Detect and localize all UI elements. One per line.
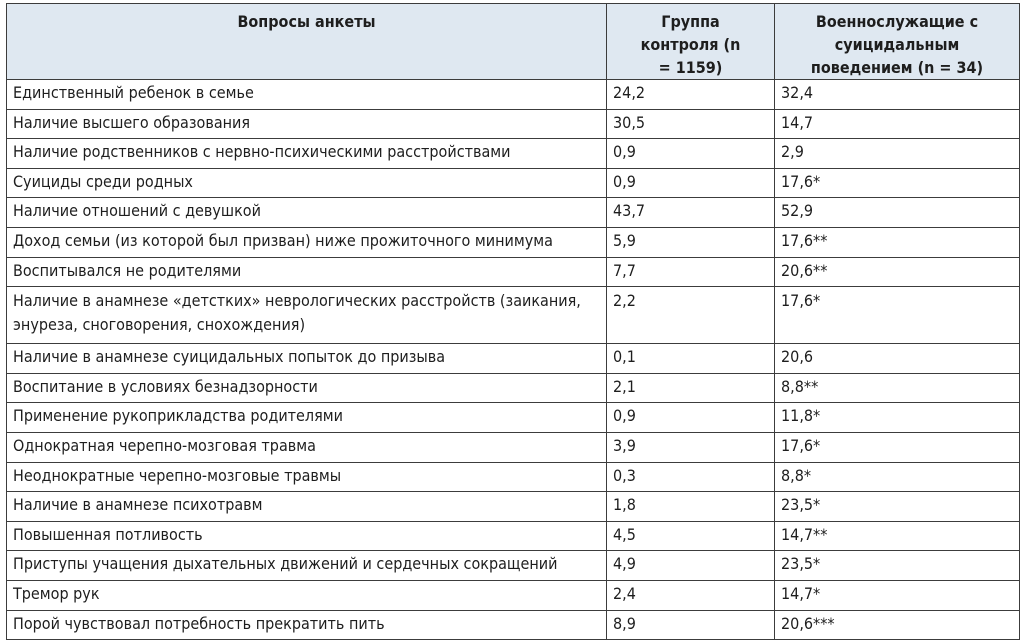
control-value-cell: 0,3 xyxy=(607,462,775,492)
table-row xyxy=(7,462,1020,492)
table-row xyxy=(7,521,1020,551)
question-cell: Наличие отношений с девушкой xyxy=(7,198,607,228)
suicidal-value-cell: 14,7* xyxy=(775,580,1020,610)
question-cell: Наличие в анамнезе психотравм xyxy=(7,492,607,522)
table-row xyxy=(7,109,1020,139)
table-row xyxy=(7,492,1020,522)
question-cell: Тремор рук xyxy=(7,580,607,610)
table-row xyxy=(7,198,1020,228)
question-cell: Доход семьи (из которой был призван) ниже прожиточного минимума xyxy=(7,227,607,257)
question-cell: Повышенная потливость xyxy=(7,521,607,551)
control-value-cell: 5,9 xyxy=(607,227,775,257)
control-value-cell: 4,5 xyxy=(607,521,775,551)
suicidal-value-cell: 20,6*** xyxy=(775,610,1020,640)
control-value-cell: 30,5 xyxy=(607,109,775,139)
question-cell: Единственный ребенок в семье xyxy=(7,80,607,110)
control-value-cell: 0,9 xyxy=(607,168,775,198)
table-row xyxy=(7,227,1020,257)
question-cell: Наличие высшего образования xyxy=(7,109,607,139)
question-cell: Суициды среди родных xyxy=(7,168,607,198)
question-cell: Наличие в анамнезе суицидальных попыток до призыва xyxy=(7,344,607,374)
suicidal-value-cell: 52,9 xyxy=(775,198,1020,228)
table-row xyxy=(7,80,1020,110)
table-row xyxy=(7,139,1020,169)
header-control-group: Группа контроля (n = 1159) xyxy=(607,4,775,80)
control-value-cell: 24,2 xyxy=(607,80,775,110)
suicidal-value-cell: 2,9 xyxy=(775,139,1020,169)
table-row xyxy=(7,403,1020,433)
question-cell: Применение рукоприкладства родителями xyxy=(7,403,607,433)
suicidal-value-cell: 20,6 xyxy=(775,344,1020,374)
suicidal-value-cell: 17,6* xyxy=(775,432,1020,462)
table-body xyxy=(7,80,1020,640)
suicidal-value-cell: 23,5* xyxy=(775,551,1020,581)
suicidal-value-cell: 17,6* xyxy=(775,287,1020,344)
question-cell: Наличие родственников с нервно-психическими расстройствами xyxy=(7,139,607,169)
suicidal-value-cell: 8,8** xyxy=(775,373,1020,403)
question-cell: Однократная черепно-мозговая травма xyxy=(7,432,607,462)
control-value-cell: 4,9 xyxy=(607,551,775,581)
suicidal-value-cell: 14,7 xyxy=(775,109,1020,139)
suicidal-value-cell: 20,6** xyxy=(775,257,1020,287)
table-row xyxy=(7,432,1020,462)
control-value-cell: 8,9 xyxy=(607,610,775,640)
control-value-cell: 2,2 xyxy=(607,287,775,344)
suicidal-value-cell: 14,7** xyxy=(775,521,1020,551)
control-value-cell: 7,7 xyxy=(607,257,775,287)
suicidal-value-cell: 32,4 xyxy=(775,80,1020,110)
table-row xyxy=(7,551,1020,581)
suicidal-value-cell: 8,8* xyxy=(775,462,1020,492)
header-row xyxy=(7,4,1020,80)
header-suicidal-group: Военнослужащие с суицидальным поведением (n = 34) xyxy=(775,4,1020,80)
question-cell: Наличие в анамнезе «детстких» неврологических расстройств (заикания, энуреза, сноговорения, снохождения) xyxy=(7,287,607,344)
control-value-cell: 43,7 xyxy=(607,198,775,228)
question-cell: Порой чувствовал потребность прекратить пить xyxy=(7,610,607,640)
control-value-cell: 2,4 xyxy=(607,580,775,610)
question-cell: Воспитание в условиях безнадзорности xyxy=(7,373,607,403)
question-cell: Неоднократные черепно-мозговые травмы xyxy=(7,462,607,492)
control-value-cell: 2,1 xyxy=(607,373,775,403)
table-row xyxy=(7,168,1020,198)
control-value-cell: 0,9 xyxy=(607,403,775,433)
suicidal-value-cell: 17,6** xyxy=(775,227,1020,257)
table-row xyxy=(7,580,1020,610)
question-cell: Воспитывался не родителями xyxy=(7,257,607,287)
control-value-cell: 0,1 xyxy=(607,344,775,374)
question-cell: Приступы учащения дыхательных движений и сердечных сокращений xyxy=(7,551,607,581)
suicidal-value-cell: 23,5* xyxy=(775,492,1020,522)
header-questions: Вопросы анкеты xyxy=(7,4,607,80)
suicidal-value-cell: 17,6* xyxy=(775,168,1020,198)
suicidal-value-cell: 11,8* xyxy=(775,403,1020,433)
survey-table xyxy=(6,3,1020,640)
table-row xyxy=(7,373,1020,403)
table-row xyxy=(7,610,1020,640)
control-value-cell: 0,9 xyxy=(607,139,775,169)
control-value-cell: 1,8 xyxy=(607,492,775,522)
table-row xyxy=(7,344,1020,374)
table-row xyxy=(7,257,1020,287)
table-row xyxy=(7,287,1020,344)
control-value-cell: 3,9 xyxy=(607,432,775,462)
